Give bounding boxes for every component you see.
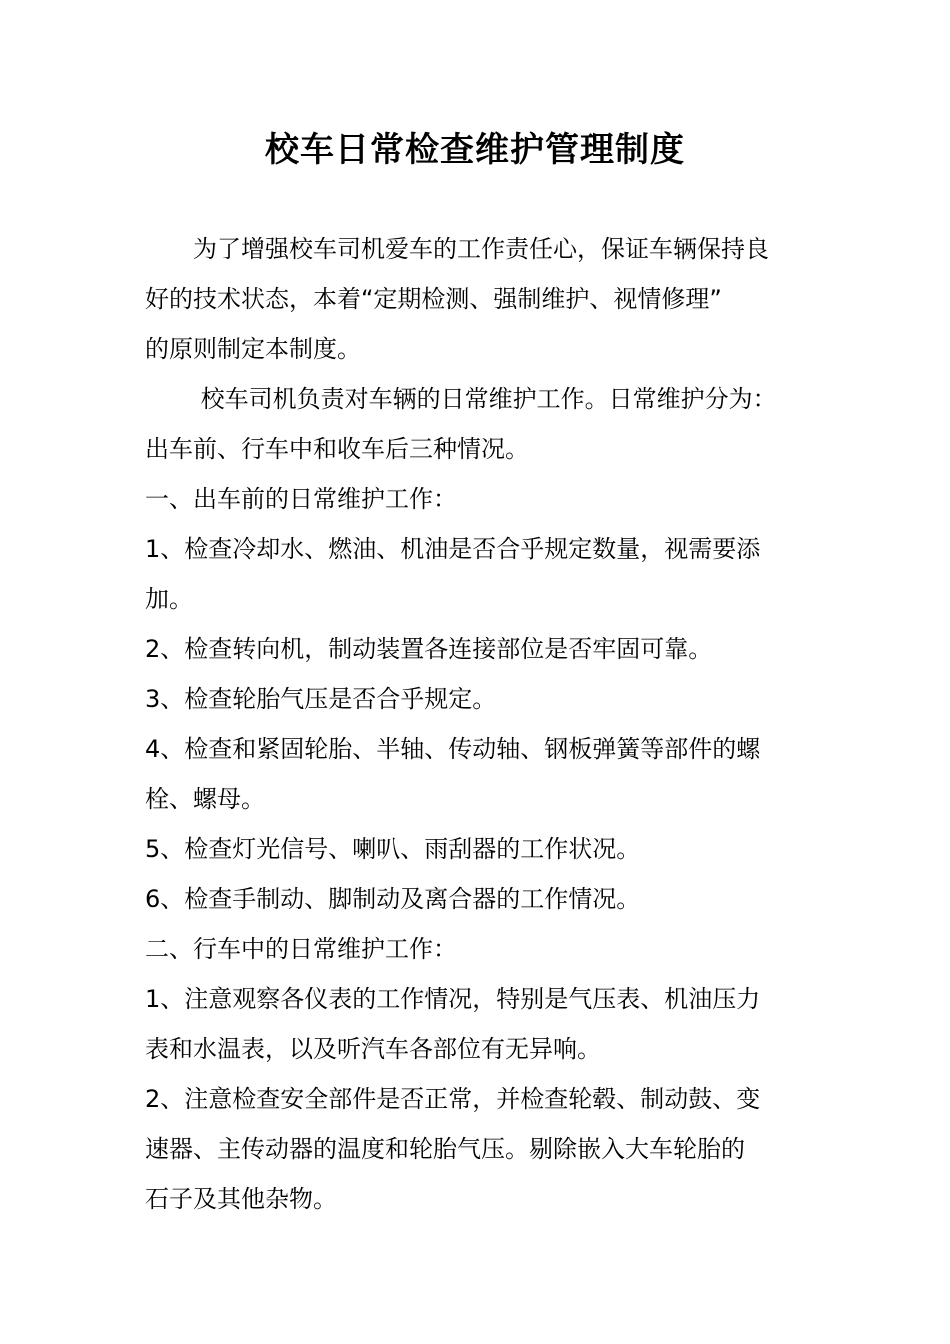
section-heading: 一、出车前的日常维护工作： [145,485,457,513]
list-item: 1、注意观察各仪表的工作情况，特别是气压表、机油压力 [145,985,761,1013]
text-line: 校车司机负责对车辆的日常维护工作。日常维护分为： [145,385,777,413]
list-item: 1、检查冷却水、燃油、机油是否合乎规定数量，视需要添 [145,535,761,563]
text-line: 的原则制定本制度。 [145,335,361,363]
text-line: 加。 [145,585,193,613]
text-line: 速器、主传动器的温度和轮胎气压。剔除嵌入大车轮胎的 [145,1135,745,1163]
list-item: 3、检查轮胎气压是否合乎规定。 [145,685,497,713]
text-line: 出车前、行车中和收车后三种情况。 [145,435,529,463]
list-item: 4、检查和紧固轮胎、半轴、传动轴、钢板弹簧等部件的螺 [145,735,761,763]
document-title: 校车日常检查维护管理制度 [265,130,685,170]
text-line: 为了增强校车司机爱车的工作责任心，保证车辆保持良 [145,235,769,263]
text-line: 表和水温表，以及听汽车各部位有无异响。 [145,1035,601,1063]
text-line: 栓、螺母。 [145,785,265,813]
document-body [145,224,815,1224]
section-heading: 二、行车中的日常维护工作： [145,935,457,963]
text-line: 好的技术状态，本着“定期检测、强制维护、视情修理” [145,285,722,313]
list-item: 2、注意检查安全部件是否正常，并检查轮毂、制动鼓、变 [145,1085,761,1113]
list-item: 2、检查转向机，制动装置各连接部位是否牢固可靠。 [145,635,713,663]
list-item: 5、检查灯光信号、喇叭、雨刮器的工作状况。 [145,835,641,863]
list-item: 6、检查手制动、脚制动及离合器的工作情况。 [145,885,641,913]
text-line: 石子及其他杂物。 [145,1185,337,1213]
